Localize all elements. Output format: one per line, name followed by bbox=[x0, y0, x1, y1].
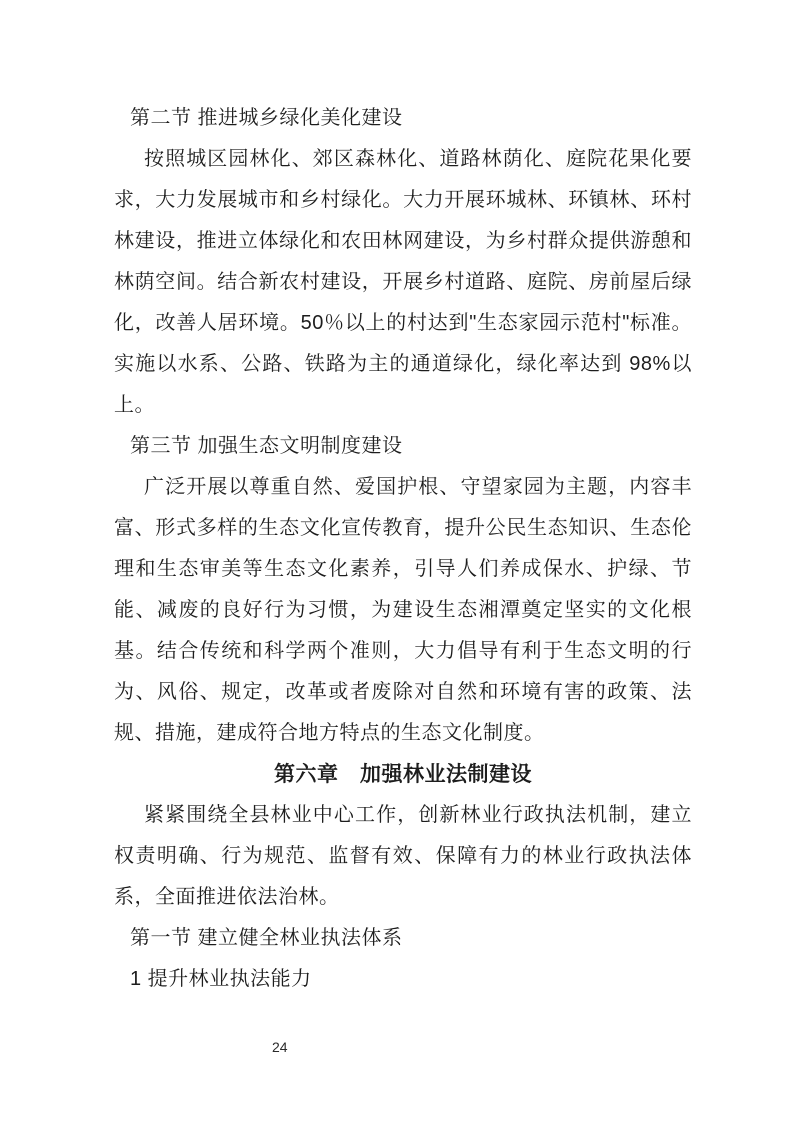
body-paragraph: 紧紧围绕全县林业中心工作，创新林业行政执法机制，建立权责明确、行为规范、监督有效、保障有力的林业行政执法体系，全面推进依法治林。 bbox=[114, 804, 692, 908]
chapter-heading-6: 第六章 加强林业法制建设 bbox=[274, 763, 532, 786]
page-number: 24 bbox=[272, 1039, 288, 1055]
page-content bbox=[114, 98, 692, 1000]
body-paragraph: 按照城区园林化、郊区森林化、道路林荫化、庭院花果化要求，大力发展城市和乡村绿化。大力开展环城林、环镇林、环村林建设，推进立体绿化和农田林网建设，为乡村群众提供游憩和林荫空间。结合新农村建设，开展乡村道路、庭院、房前屋后绿化，改善人居环境。50％以上的村达到"生态家园示范村"标准。实施以水系、公路、铁路为主的通道绿化，绿化率达到 98%以上。 bbox=[114, 148, 692, 416]
section-heading-1: 第一节 建立健全林业执法体系 bbox=[130, 927, 403, 949]
section-heading-2: 第二节 推进城乡绿化美化建设 bbox=[130, 107, 403, 129]
body-paragraph: 广泛开展以尊重自然、爱国护根、守望家园为主题，内容丰富、形式多样的生态文化宣传教育，提升公民生态知识、生态伦理和生态审美等生态文化素养，引导人们养成保水、护绿、节能、减废的良好行为习惯，为建设生态湘潭奠定坚实的文化根基。结合传统和科学两个准则，大力倡导有利于生态文明的行为、风俗、规定，改革或者废除对自然和环境有害的政策、法规、措施，建成符合地方特点的生态文化制度。 bbox=[114, 476, 692, 744]
section-heading-3: 第三节 加强生态文明制度建设 bbox=[130, 435, 403, 457]
numbered-subheading: 1 提升林业执法能力 bbox=[130, 968, 312, 990]
